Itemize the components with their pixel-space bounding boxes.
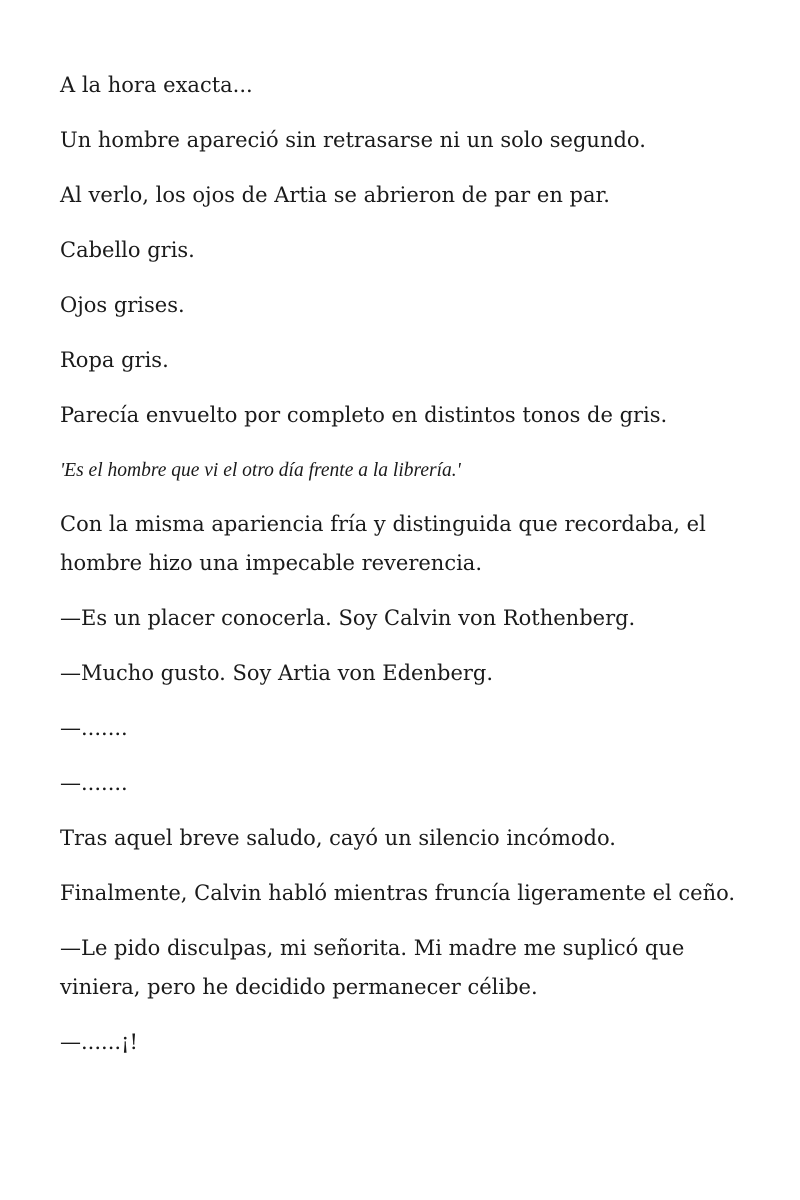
paragraph-4: Cabello gris. xyxy=(60,238,195,262)
inner-thought-paragraph: 'Es el hombre que vi el otro día frente a la librería.' xyxy=(60,460,461,481)
dialogue-silence-2: —....... xyxy=(60,771,128,795)
paragraph-14: Tras aquel breve saludo, cayó un silencio incómodo. xyxy=(60,826,616,850)
paragraph-7: Parecía envuelto por completo en distintos tonos de gris. xyxy=(60,403,668,427)
paragraph-1: A la hora exacta... xyxy=(60,73,253,97)
paragraph-3: Al verlo, los ojos de Artia se abrieron de par en par. xyxy=(60,183,610,207)
dialogue-calvin-apology: —Le pido disculpas, mi señorita. Mi madre me suplicó que viniera, pero he decidido permanecer célibe. xyxy=(60,936,685,999)
dialogue-artia-greeting: —Mucho gusto. Soy Artia von Edenberg. xyxy=(60,661,494,685)
paragraph-2: Un hombre apareció sin retrasarse ni un solo segundo. xyxy=(60,128,646,152)
paragraph-5: Ojos grises. xyxy=(60,293,185,317)
dialogue-artia-surprise: —......¡! xyxy=(60,1030,138,1054)
paragraph-9: Con la misma apariencia fría y distinguida que recordaba, el hombre hizo una impecable reverencia. xyxy=(60,512,706,575)
paragraph-15: Finalmente, Calvin habló mientras fruncía ligeramente el ceño. xyxy=(60,881,736,905)
dialogue-calvin-greeting: —Es un placer conocerla. Soy Calvin von Rothenberg. xyxy=(60,606,636,630)
document-page xyxy=(60,66,750,1078)
dialogue-silence-1: —....... xyxy=(60,716,128,740)
paragraph-6: Ropa gris. xyxy=(60,348,169,372)
